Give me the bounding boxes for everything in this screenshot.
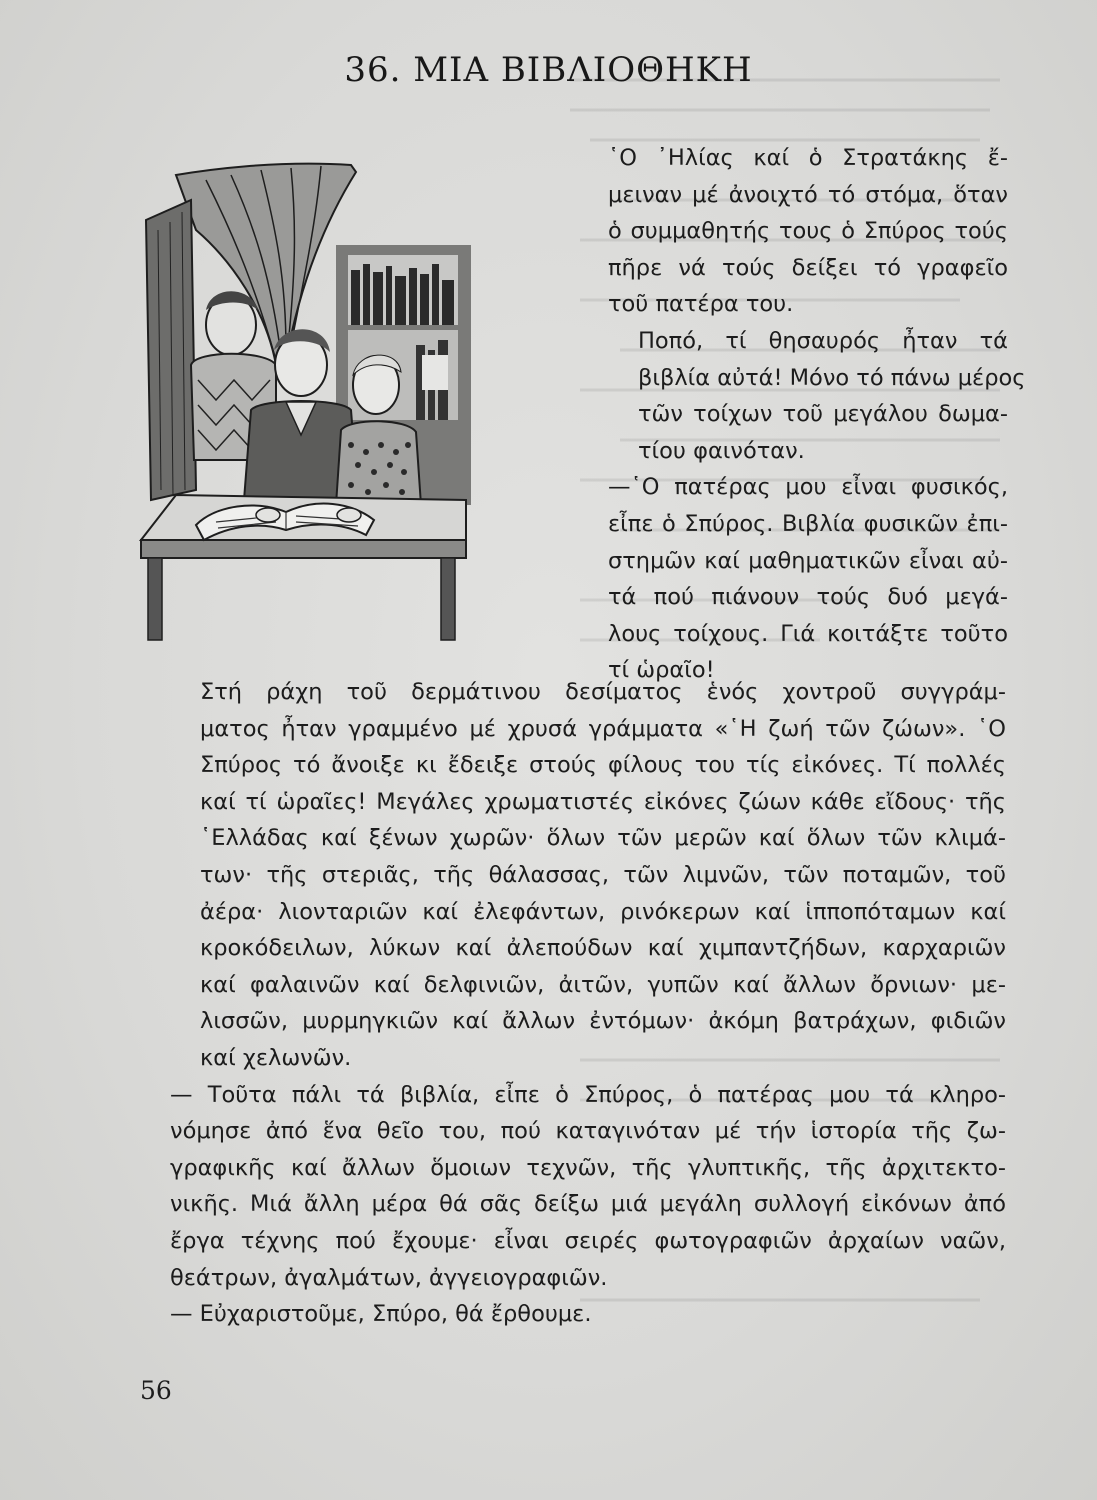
text-line: ὁ συμμαθητής τους ὁ Σπύρος τούς xyxy=(608,218,1008,245)
page-number: 56 xyxy=(140,1376,172,1405)
text-line: μειναν μέ ἀνοιχτό τό στόμα, ὅταν xyxy=(608,181,1008,208)
paragraph-3 xyxy=(578,469,1008,689)
text-line: πῆρε νά τούς δείξει τό γραφεῖο xyxy=(608,254,1008,281)
text-line: Στή ράχη τοῦ δερμάτινου δεσίματος ἑνός χοντροῦ συγγράμ- xyxy=(200,679,1006,705)
text-line: ματος ἦταν γραμμένο μέ χρυσά γράμματα «῾Η ζωή τῶν ζώων». ῾Ο xyxy=(200,715,1006,742)
main-text xyxy=(140,674,1006,1333)
text-line: ῾Ελλάδας καί ξένων χωρῶν· ὅλων τῶν μερῶν καί ὅλων τῶν κλιμά- xyxy=(200,825,1006,852)
text-line: καί τί ὡραῖες! Μεγάλες χρωματιστές εἰκόνες ζώων κάθε εἴδους· τῆς xyxy=(200,788,1006,815)
text-line: τί ὡραῖο! xyxy=(608,657,715,684)
paragraph-5 xyxy=(140,1077,1006,1297)
text-line: εἶπε ὁ Σπύρος. Βιβλία φυσικῶν ἐπι- xyxy=(608,510,1008,537)
text-line: νικῆς. Μιά ἄλλη μέρα θά σᾶς δείξω μιά μεγάλη συλλογή εἰκόνων ἀπό xyxy=(170,1191,1006,1218)
text-line: θεάτρων, ἀγαλμάτων, ἀγγειογραφιῶν. xyxy=(170,1264,608,1291)
text-line: Σπύρος τό ἄνοιξε κι ἔδειξε στούς φίλους του τίς εἰκόνες. Τί πολλές xyxy=(200,752,1006,779)
text-line: τῶν τοίχων τοῦ μεγάλου δωμα- xyxy=(638,401,1008,428)
text-line: βιβλία αὐτά! Μόνο τό πάνω μέρος xyxy=(638,364,1026,391)
intro-column xyxy=(578,140,1026,689)
text-line: Ποπό, τί θησαυρός ἦταν τά xyxy=(638,327,1008,354)
text-line: ἔργα τέχνης πού ἔχουμε· εἶναι σειρές φωτογραφιῶν ἀρχαίων ναῶν, xyxy=(170,1227,1006,1254)
text-line: γραφικῆς καί ἄλλων ὅμοιων τεχνῶν, τῆς γλυπτικῆς, τῆς ἀρχιτεκτο- xyxy=(170,1154,1006,1181)
paragraph-1 xyxy=(578,140,1008,323)
text-line: των· τῆς στεριᾶς, τῆς θάλασσας, τῶν λιμνῶν, τῶν ποταμῶν, τοῦ xyxy=(200,861,1006,888)
text-line: —῾Ο πατέρας μου εἶναι φυσικός, xyxy=(608,474,1008,501)
paragraph-6 xyxy=(140,1296,1006,1333)
text-line: νόμησε ἀπό ἕνα θεῖο του, πού καταγινόταν μέ τήν ἱστορία τῆς ζω- xyxy=(170,1118,1006,1145)
paragraph-4 xyxy=(140,674,1006,1077)
text-line: κροκόδειλων, λύκων καί ἀλεπούδων καί χιμπαντζήδων, καρχαριῶν xyxy=(200,935,1006,962)
text-line: καί φαλαινῶν καί δελφινιῶν, ἀιτῶν, γυπῶν καί ἄλλων ὄρνιων· με- xyxy=(200,971,1006,998)
chapter-title: 36. ΜΙΑ ΒΙΒΛΙΟΘΗΚΗ xyxy=(344,50,753,90)
paragraph-2 xyxy=(578,323,1026,469)
text-line: τοῦ πατέρα του. xyxy=(608,291,794,318)
text-line: ῾Ο ᾿Ηλίας καί ὁ Στρατάκης ἔ- xyxy=(608,145,1008,171)
text-line: λισσῶν, μυρμηγκιῶν καί ἄλλων ἐντόμων· ἀκόμη βατράχων, φιδιῶν xyxy=(200,1008,1006,1035)
text-line: λους τοίχους. Γιά κοιτάξτε τοῦτο xyxy=(608,620,1008,647)
text-line: τίου φαινόταν. xyxy=(638,437,805,464)
text-line: τά πού πιάνουν τούς δυό μεγά- xyxy=(608,584,1008,611)
text-line: στημῶν καί μαθηματικῶν εἶναι αὐ- xyxy=(608,547,1008,574)
text-line: — Τοῦτα πάλι τά βιβλία, εἶπε ὁ Σπύρος, ὁ πατέρας μου τά κληρο- xyxy=(170,1081,1006,1108)
text-line: καί χελωνῶν. xyxy=(200,1044,352,1071)
text-line: — Εὐχαριστοῦμε, Σπύρο, θά ἔρθουμε. xyxy=(170,1301,592,1328)
boys-reading-illustration xyxy=(136,160,476,645)
text-line: ἀέρα· λιονταριῶν καί ἐλεφάντων, ρινόκερων καί ἱπποπόταμων καί xyxy=(200,898,1006,925)
